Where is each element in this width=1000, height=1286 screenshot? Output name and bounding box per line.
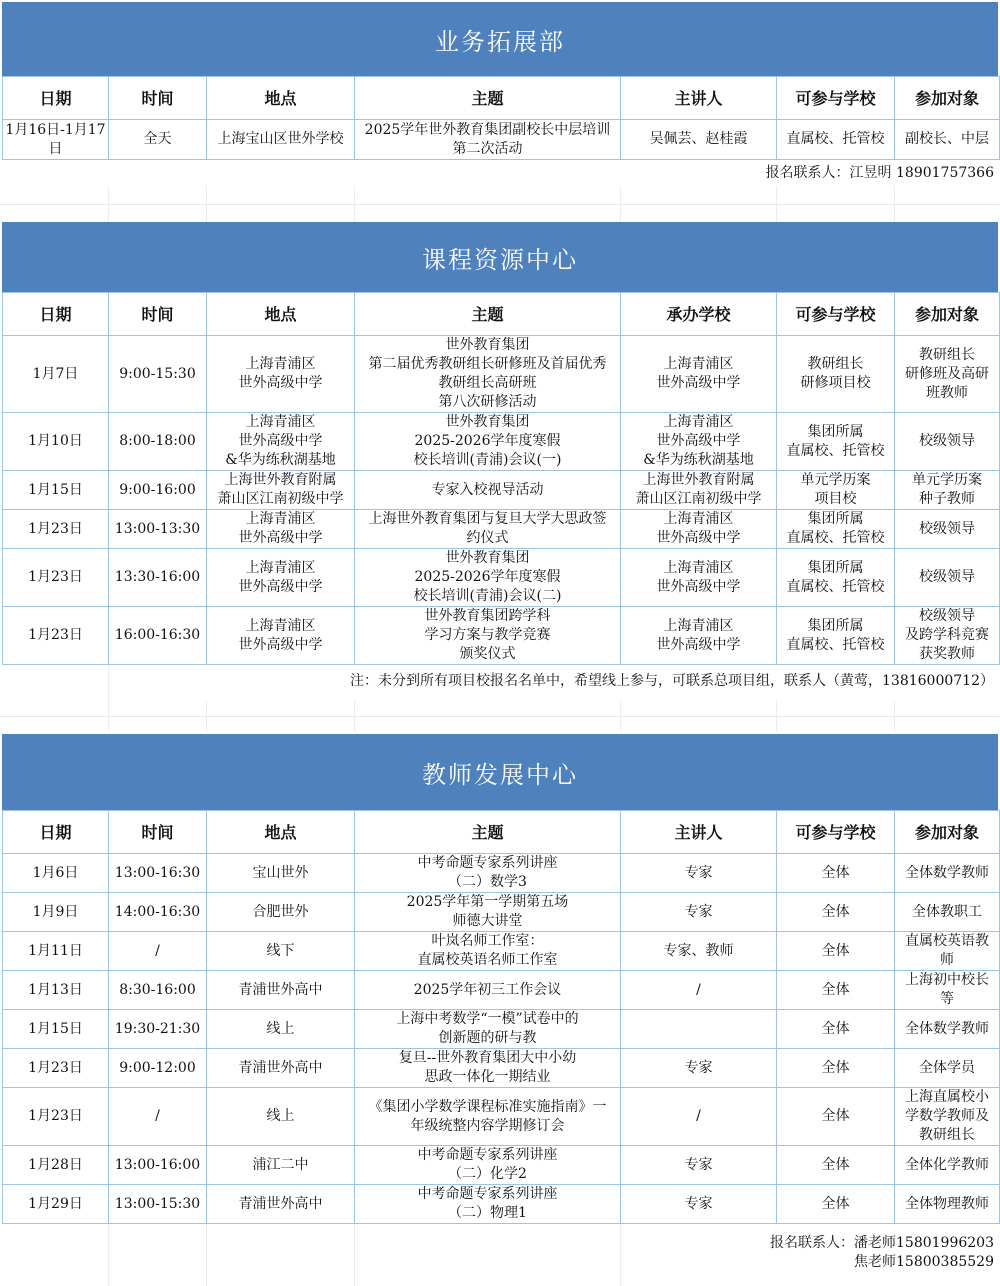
table-row [3, 1049, 1000, 1088]
cell-audience: 上海初中校长 等 [895, 971, 1000, 1010]
cell-schools: 全体 [777, 1010, 895, 1049]
table-row [3, 471, 1000, 510]
section-title-business: 业务拓展部 [2, 2, 998, 76]
header-time: 时间 [109, 293, 207, 336]
section-title-teacher-development: 教师发展中心 [2, 734, 998, 810]
header-date: 日期 [3, 293, 109, 336]
cell-topic: 2025学年初三工作会议 [355, 971, 621, 1010]
cell-audience: 上海直属校小 学数学教师及 教研组长 [895, 1088, 1000, 1146]
contact-note: 报名联系人：江昱明 18901757366 [765, 165, 994, 181]
cell-speaker: / [621, 971, 777, 1010]
contact-note: 注：未分到所有项目校报名名单中，希望线上参与，可联系总项目组，联系人（黄莺，13816000712） [350, 673, 994, 689]
cell-speaker [621, 1010, 777, 1049]
table-row [3, 336, 1000, 413]
cell-topic: 上海中考数学“一模”试卷中的 创新题的研与教 [355, 1010, 621, 1049]
header-speaker: 主讲人 [621, 77, 777, 120]
header-speaker: 主讲人 [621, 811, 777, 854]
cell-schools: 单元学历案 项目校 [777, 471, 895, 510]
cell-location: 上海青浦区 世外高级中学 [207, 510, 355, 549]
cell-location: 宝山世外 [207, 854, 355, 893]
cell-audience: 校级领导 [895, 413, 1000, 471]
header-audience: 参加对象 [895, 811, 1000, 854]
table-row [3, 932, 1000, 971]
header-date: 日期 [3, 811, 109, 854]
cell-date: 1月6日 [3, 854, 109, 893]
cell-audience: 教研组长 研修班及高研 班教师 [895, 336, 1000, 413]
cell-audience: 校级领导 及跨学科竞赛 获奖教师 [895, 607, 1000, 665]
header-time: 时间 [109, 811, 207, 854]
cell-host-school: 上海青浦区 世外高级中学 [621, 510, 777, 549]
cell-time: 9:00-12:00 [109, 1049, 207, 1088]
cell-audience: 全体化学教师 [895, 1146, 1000, 1185]
cell-topic: 中考命题专家系列讲座 （二）数学3 [355, 854, 621, 893]
cell-location: 线下 [207, 932, 355, 971]
cell-speaker: 专家 [621, 893, 777, 932]
cell-schools: 全体 [777, 1049, 895, 1088]
cell-topic: 世外教育集团 2025-2026学年度寒假 校长培训(青浦)会议(一) [355, 413, 621, 471]
cell-date: 1月15日 [3, 1010, 109, 1049]
cell-host-school: 上海青浦区 世外高级中学 [621, 607, 777, 665]
header-audience: 参加对象 [895, 77, 1000, 120]
cell-time: 16:00-16:30 [109, 607, 207, 665]
table-row [3, 1185, 1000, 1224]
cell-speaker: 专家 [621, 1146, 777, 1185]
table-row [3, 971, 1000, 1010]
grid-line [206, 1220, 207, 1286]
cell-location: 青浦世外高中 [207, 971, 355, 1010]
header-schools: 可参与学校 [777, 293, 895, 336]
contact-note: 报名联系人：潘老师15801996203 焦老师15800385529 [770, 1235, 994, 1270]
cell-location: 线上 [207, 1088, 355, 1146]
table-row [3, 607, 1000, 665]
cell-date: 1月7日 [3, 336, 109, 413]
header-schools: 可参与学校 [777, 77, 895, 120]
cell-time: 13:00-13:30 [109, 510, 207, 549]
cell-audience: 全体数学教师 [895, 854, 1000, 893]
cell-host-school: 上海世外教育附属 萧山区江南初级中学 [621, 471, 777, 510]
cell-date: 1月11日 [3, 932, 109, 971]
cell-topic: 世外教育集团 第二届优秀教研组长研修班及首届优秀 教研组长高研班 第八次研修活动 [355, 336, 621, 413]
header-topic: 主题 [355, 77, 621, 120]
table-row [3, 549, 1000, 607]
cell-topic: 上海世外教育集团与复旦大学大思政签 约仪式 [355, 510, 621, 549]
cell-location: 上海青浦区 世外高级中学 [207, 336, 355, 413]
header-topic: 主题 [355, 811, 621, 854]
cell-time: 9:00-15:30 [109, 336, 207, 413]
cell-audience: 单元学历案 种子教师 [895, 471, 1000, 510]
cell-schools: 集团所属 直属校、托管校 [777, 413, 895, 471]
table-row [3, 120, 1000, 160]
cell-schools: 集团所属 直属校、托管校 [777, 607, 895, 665]
table-row [3, 1088, 1000, 1146]
header-schools: 可参与学校 [777, 811, 895, 854]
cell-speaker: 专家 [621, 1185, 777, 1224]
cell-date: 1月29日 [3, 1185, 109, 1224]
cell-time: 全天 [109, 120, 207, 160]
cell-schools: 全体 [777, 893, 895, 932]
table-row [3, 510, 1000, 549]
table-row [3, 854, 1000, 893]
grid-line [354, 1220, 355, 1286]
header-row [3, 77, 1000, 120]
cell-date: 1月23日 [3, 549, 109, 607]
cell-location: 青浦世外高中 [207, 1049, 355, 1088]
header-location: 地点 [207, 77, 355, 120]
cell-audience: 全体学员 [895, 1049, 1000, 1088]
cell-topic: 中考命题专家系列讲座 （二）物理1 [355, 1185, 621, 1224]
header-date: 日期 [3, 77, 109, 120]
grid-line [620, 1220, 621, 1286]
cell-schools: 直属校、托管校 [777, 120, 895, 160]
cell-location: 线上 [207, 1010, 355, 1049]
cell-location: 上海青浦区 世外高级中学 [207, 549, 355, 607]
cell-time: 13:00-16:30 [109, 854, 207, 893]
cell-time: 13:30-16:00 [109, 549, 207, 607]
cell-speaker: / [621, 1088, 777, 1146]
cell-schools: 全体 [777, 1088, 895, 1146]
cell-time: / [109, 1088, 207, 1146]
cell-topic: 2025学年世外教育集团副校长中层培训 第二次活动 [355, 120, 621, 160]
header-row [3, 293, 1000, 336]
teacher-development-table [2, 810, 1000, 1224]
cell-topic: 中考命题专家系列讲座 （二）化学2 [355, 1146, 621, 1185]
table-row [3, 1010, 1000, 1049]
table-row [3, 413, 1000, 471]
cell-schools: 全体 [777, 971, 895, 1010]
cell-schools: 集团所属 直属校、托管校 [777, 549, 895, 607]
cell-topic: 世外教育集团 2025-2026学年度寒假 校长培训(青浦)会议(二) [355, 549, 621, 607]
cell-schools: 教研组长 研修项目校 [777, 336, 895, 413]
cell-speaker: 吴佩芸、赵桂霞 [621, 120, 777, 160]
cell-topic: 《集团小学数学课程标准实施指南》一 年级统整内容学期修订会 [355, 1088, 621, 1146]
cell-date: 1月13日 [3, 971, 109, 1010]
grid-line [0, 204, 1000, 205]
curriculum-table [2, 292, 1000, 665]
cell-date: 1月23日 [3, 1088, 109, 1146]
cell-date: 1月23日 [3, 510, 109, 549]
cell-time: 14:00-16:30 [109, 893, 207, 932]
cell-time: 8:30-16:00 [109, 971, 207, 1010]
grid-line [108, 1220, 109, 1286]
cell-topic: 2025学年第一学期第五场 师德大讲堂 [355, 893, 621, 932]
cell-topic: 世外教育集团跨学科 学习方案与教学竞赛 颁奖仪式 [355, 607, 621, 665]
cell-location: 青浦世外高中 [207, 1185, 355, 1224]
cell-date: 1月23日 [3, 1049, 109, 1088]
cell-date: 1月16日-1月17日 [3, 120, 109, 160]
section-title-curriculum: 课程资源中心 [2, 222, 998, 292]
cell-speaker: 专家 [621, 1049, 777, 1088]
cell-location: 上海青浦区 世外高级中学 [207, 607, 355, 665]
cell-schools: 全体 [777, 1146, 895, 1185]
cell-time: 13:00-15:30 [109, 1185, 207, 1224]
table-row [3, 893, 1000, 932]
header-location: 地点 [207, 293, 355, 336]
grid-line [108, 662, 109, 732]
header-location: 地点 [207, 811, 355, 854]
cell-speaker: 专家、教师 [621, 932, 777, 971]
header-host-school: 承办学校 [621, 293, 777, 336]
cell-audience: 校级领导 [895, 549, 1000, 607]
header-time: 时间 [109, 77, 207, 120]
cell-audience: 副校长、中层 [895, 120, 1000, 160]
cell-host-school: 上海青浦区 世外高级中学 [621, 549, 777, 607]
cell-time: 19:30-21:30 [109, 1010, 207, 1049]
cell-time: 8:00-18:00 [109, 413, 207, 471]
cell-schools: 集团所属 直属校、托管校 [777, 510, 895, 549]
header-row [3, 811, 1000, 854]
cell-topic: 叶岚名师工作室： 直属校英语名师工作室 [355, 932, 621, 971]
header-topic: 主题 [355, 293, 621, 336]
cell-speaker: 专家 [621, 854, 777, 893]
cell-schools: 全体 [777, 1185, 895, 1224]
cell-location: 合肥世外 [207, 893, 355, 932]
cell-audience: 校级领导 [895, 510, 1000, 549]
cell-topic: 专家入校视导活动 [355, 471, 621, 510]
cell-date: 1月23日 [3, 607, 109, 665]
cell-audience: 直属校英语教 师 [895, 932, 1000, 971]
cell-location: 上海世外教育附属 萧山区江南初级中学 [207, 471, 355, 510]
cell-host-school: 上海青浦区 世外高级中学 [621, 336, 777, 413]
cell-time: 9:00-16:00 [109, 471, 207, 510]
cell-audience: 全体教职工 [895, 893, 1000, 932]
grid-line [0, 716, 1000, 717]
cell-audience: 全体物理教师 [895, 1185, 1000, 1224]
cell-date: 1月10日 [3, 413, 109, 471]
cell-audience: 全体数学教师 [895, 1010, 1000, 1049]
cell-schools: 全体 [777, 854, 895, 893]
cell-topic: 复旦--世外教育集团大中小幼 思政一体化一期结业 [355, 1049, 621, 1088]
cell-schools: 全体 [777, 932, 895, 971]
cell-date: 1月28日 [3, 1146, 109, 1185]
header-audience: 参加对象 [895, 293, 1000, 336]
cell-location: 浦江二中 [207, 1146, 355, 1185]
business-table [2, 76, 1000, 160]
cell-time: 13:00-16:00 [109, 1146, 207, 1185]
cell-host-school: 上海青浦区 世外高级中学 &华为练秋湖基地 [621, 413, 777, 471]
cell-location: 上海宝山区世外学校 [207, 120, 355, 160]
cell-location: 上海青浦区 世外高级中学 &华为练秋湖基地 [207, 413, 355, 471]
cell-date: 1月15日 [3, 471, 109, 510]
cell-time: / [109, 932, 207, 971]
table-row [3, 1146, 1000, 1185]
cell-date: 1月9日 [3, 893, 109, 932]
